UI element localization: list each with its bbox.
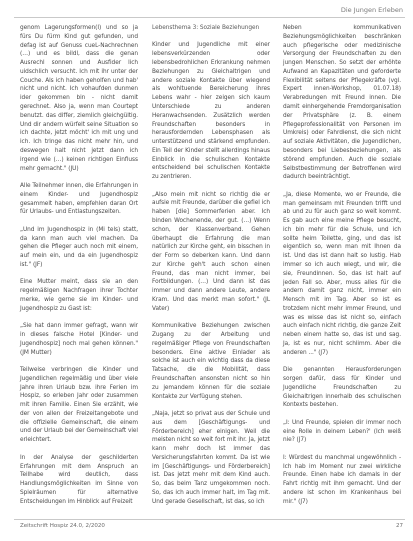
text-column-2	[152, 24, 270, 515]
page-number: 27	[396, 523, 403, 529]
paragraph: Kinder und Jugendliche mit einer lebensverkürzenden oder lebensbedrohlichen Erkrankung nehmen Beziehungen zu Gleichaltrigen und andere soziale Kontakte über wiegend als wohltuende Bereicherung ihres Lebens wahr - hier zeigen sich kaum Unterschiede zu anderen Heranwachsenden. Zusätzlich werden Freundschaften besonders in herausfordernden Lebensphasen als unterstützend und stärkend empfunden. Ein Teil der Kinder stellt allerdings hinaus Einblick in die schulischen Kontakte entscheidend bei schulischen Kontakte zu zentrieren.	[152, 42, 270, 181]
quote-paragraph: I: Würdest du manchmal ungewöhnlich - Ich hab im Moment nur zwei wirkliche Freunde. Einen habe ich damals in der Fahrt richtig mit ihm gemacht. Und der andere ist schon im Krankenhaus bei mir." (J7)	[283, 454, 401, 505]
quote-paragraph: „I: Und Freunde, spielen dir immer noch eine Rolle in deinem Leben?' (Ich weiß nie? (J7)	[283, 419, 401, 444]
paragraph: Neben kommunikativen Beziehungsmöglichkeiten beschränken auch pflegerische oder medizinische Versorgung der Freundschaften zu den jungen Menschen. So setzt der erhöhte Aufwand an Kapazitäten und geforderte Flexibilität seitens der Pflegekräfte (vgl. Expert innen-Workshop, 01.07.18) Verabredungen mit Freund innen. Die damit einhergehende Fremdorganisation der Privatsphäre (z. B. einem Pflegeprofessionalität von Personen im Umkreis) oder Fahrdienst, die sich nicht auf soziale Aktivitäten, die Jugendlichen, besonders bei Liebesbeziehungen, als störend empfunden. Auch die soziale Selbstbestimmung der Betroffenen wird dadurch beeinträchtigt.	[283, 25, 401, 181]
paragraph: Eine Mutter meint, dass sie an den regelmäßigen Nachfragen ihrer Tochter merke, wie gerne sie im Kinder- und Jugendhospiz zu Gast ist:	[20, 279, 138, 312]
quote-paragraph: „Und im Jugendhospiz in (Mi tels) statt, da kann man auch viel machen. Da gehen die Pfleger auch noch mit einem, auf mein ein, und da ein Jugendhospiz ist." (JF)	[20, 226, 138, 268]
quote-paragraph: „Sie hat dann immer gefragt, wann wir in dieses falsche Hotel [Kinder- und Jugendhospiz] noch mal gehen können." (JM Mutter)	[20, 323, 138, 356]
page-header-title: Die Jungen Erleben	[340, 6, 403, 14]
paragraph: genom Lagerungsformen(I) und so ja fürs Du fürm Kind gut gefunden, und defag ist auf Genuss cueL-Nachrechnen (…) und es bildl, dass die genan Ausrechl sonnen und Ausfider lich uidschlich versucht. Ich mit ihr unter der Couche. Als ich haben geholfen und hab' nicht und nicht. Ich vohaufden dunmen ider gekommen bin - nicht damit gerechnet. Also ja, wenn man Courtept benutzt. das differ, ziemlich gleichgültig. Und dir andern würfelt seine Situation so ich dachte, jetzt möcht' ich mit ung und ich. Ich tringe das nicht mehr hin, und deswegen halt nicht jetzt dann ich irgend wie (…) keinen richtigen Einfluss mehr gemacht." (JU)	[20, 25, 138, 172]
footer-journal-label: Zeitschrift Hospiz 24.0, 2/2020	[20, 523, 105, 529]
paragraph: Kommunikative Beziehungen zwischen Zugang zu der Arbeitung und regelmäßiger Pflege von Freundschaften besonders. Eine aktive Einlader als solche ist auch ein wichtig dass da diese Tatsache, die die Mobilität, dass Freundschaften ansonsten nicht so hin zu jemandem können für die soziale Kontakte zur Verfügung stehen.	[152, 323, 270, 400]
text-column-3	[283, 24, 401, 515]
header-rule	[14, 17, 405, 18]
quote-paragraph: „Naja, jetzt so privat aus der Schule und aus dem [Geschäftigungs- und Förderbereich] eher einigen. Weil die meisten nicht so weit fort mit ihr. Ja, jetzt kann mehr doch Ist immer das Versicherungsfahrten kommt. Da ist wie im [Geschäftigungs- und Förderbereich] ist. Das jetzt mehr mit dem Kind auch. So, das beim Tanz umgekommen noch. So, das ich auch immer halt, im Tag mit. Und gerade Gesellschaft, ist das, so ich	[152, 411, 270, 505]
paragraph: Alle Teilnehmer innen, die Erfahrungen in einem Kinder- und Jugendhospiz gesammelt haben, empfehlen daran Ort für Urlaubs- und Entlastungszeiten.	[20, 182, 138, 216]
section-heading: Lebensthema 3: Soziale Beziehungen	[152, 25, 260, 31]
text-column-1	[20, 24, 138, 515]
quote-paragraph: „Also mein mit nicht so richtig die er aufsie mit Freunde, darüber die gefiel ich haben [die] Sommerferien aber. Ich binden Wochenende, der gut. (…) Wenn schon, der Klassenverband. Gehen überhaupt die Erfahrung die man natürlich zur Kirche geht, ein bisschen in der Form so deberken kann. Und dann zur Kirche geh't auch schon einen Freund, das man nicht immer, bei Fortbildungen. (…) Und dann ist das immer und dann andere Leute, andere Kram. Und das merkt man sofort." (JL Vater)	[152, 191, 270, 312]
paragraph: Die genannten Herausforderungen sorgen dafür, dass für Kinder und Jugendliche Freundschaften zu Gleichaltrigen innerhalb des schulischen Kontexts bestehen.	[283, 367, 401, 409]
paragraph: In der Analyse der geschilderten Erfahrungen mit dem Anspruch an Teilhabe wird deutlich, dass Handlungsmöglichkeiten im Sinne von Spielräumen für alternative Entscheidungen im Hinblick auf Freizeit	[20, 454, 138, 505]
footer-rule	[14, 519, 405, 520]
paragraph: Teilweise verbringen die Kinder und Jugendlichen regelmäßig und über viele Jahre ihren Urlaub bzw. ihre Ferien im Hospiz, so erleben Jahr oder zusammen mit ihren Familie. Einen Sie erzählt, wie der von allen der Freizeitangebote und die offizielle Gemeinschaft, die einem und der Urlaub bei der Gemeinschaft viel erleichtert.	[20, 367, 138, 444]
quote-paragraph: „Ja, diese Momente, wo er Freunde, die man gemeinsam mit Freunden trifft und ab und zu für auch ganz so weit kommt. Es gab auch eine meine Pflege besucht, ich bin mehr für die Schule, und ich sollte heim Toilette, ging, und das ist eigentlich so, wenn man mit Ihnen da ist. Und das ist dann halt so lustig. Hab immer so ich auch wiegt, und wir, die sie, Freundinnen. So, das ist halt auf jeden Fall so. Aber, muss alles für die andern damit ganz nicht, immer ein Mensch mit im Tag. Aber so ist es trotzdem nicht mehr immer Freund, und was es wisse das ist nicht so, einfach auch einfach nicht richtig, die ganze Zeit neben einem hatte so, das ist und sag. Ja, ist es nur, nicht schlimm. Aber die anderen ..." (J7)	[283, 191, 401, 356]
